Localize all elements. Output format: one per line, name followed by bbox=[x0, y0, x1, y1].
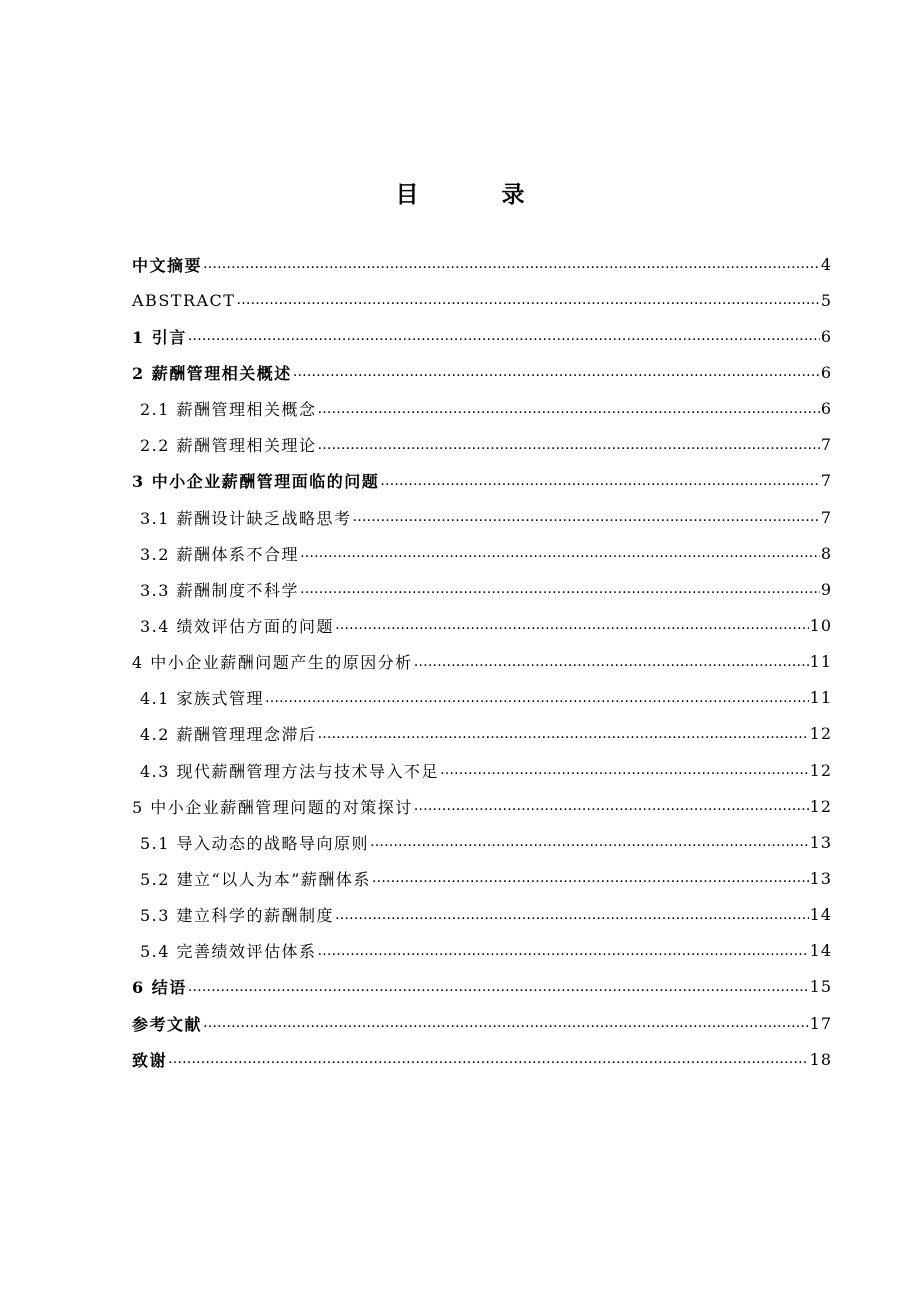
toc-entry[interactable] bbox=[132, 354, 832, 390]
toc-entry-label: 3.2 薪酬体系不合理 bbox=[140, 544, 300, 564]
dot-leader bbox=[353, 509, 820, 525]
toc-entry-label: 4 中小企业薪酬问题产生的原因分析 bbox=[132, 653, 413, 673]
dot-leader bbox=[188, 328, 820, 344]
toc-entry[interactable] bbox=[132, 318, 832, 354]
toc-entry-page-number: 11 bbox=[809, 652, 832, 672]
toc-entry-page-number: 13 bbox=[809, 832, 832, 852]
toc-entry[interactable] bbox=[132, 571, 832, 607]
toc-entry[interactable] bbox=[132, 1005, 832, 1041]
toc-entry-page-number: 11 bbox=[809, 688, 832, 708]
toc-entry-label: 5 中小企业薪酬管理问题的对策探讨 bbox=[132, 797, 413, 817]
toc-entry-page-number: 7 bbox=[820, 507, 832, 527]
dot-leader bbox=[203, 1015, 809, 1031]
toc-entry-label: 4.1 家族式管理 bbox=[140, 689, 265, 709]
toc-entry-page-number: 10 bbox=[809, 615, 832, 635]
dot-leader bbox=[414, 798, 809, 814]
toc-entry[interactable] bbox=[132, 282, 832, 318]
toc-entry[interactable] bbox=[132, 680, 832, 716]
toc-entry-label: 2.2 薪酬管理相关理论 bbox=[140, 436, 317, 456]
toc-entry-page-number: 5 bbox=[820, 290, 832, 310]
toc-entry[interactable] bbox=[132, 644, 832, 680]
toc-entry[interactable] bbox=[132, 752, 832, 788]
toc-entry[interactable] bbox=[132, 1041, 832, 1077]
toc-entry-label: 中文摘要 bbox=[132, 255, 203, 275]
toc-entry[interactable] bbox=[132, 897, 832, 933]
toc-entry-page-number: 6 bbox=[820, 399, 832, 419]
toc-entry-page-number: 14 bbox=[809, 905, 832, 925]
toc-entry-label: 4.3 现代薪酬管理方法与技术导入不足 bbox=[140, 761, 440, 781]
dot-leader bbox=[370, 834, 809, 850]
toc-entry-page-number: 14 bbox=[809, 941, 832, 961]
toc-entry[interactable] bbox=[132, 607, 832, 643]
toc-entry-label: 1 引言 bbox=[132, 327, 187, 347]
toc-entry-page-number: 6 bbox=[820, 326, 832, 346]
toc-entry-label: 致谢 bbox=[132, 1050, 168, 1070]
toc-entry-page-number: 12 bbox=[809, 760, 832, 780]
dot-leader bbox=[318, 437, 820, 453]
toc-entry-page-number: 8 bbox=[820, 543, 832, 563]
dot-leader bbox=[318, 943, 809, 959]
dot-leader bbox=[372, 870, 809, 886]
toc-entry-label: 2 薪酬管理相关概述 bbox=[132, 363, 292, 383]
toc-entry-label: ABSTRACT bbox=[132, 290, 236, 310]
toc-entry-page-number: 18 bbox=[809, 1049, 832, 1069]
toc-entry-label: 2.1 薪酬管理相关概念 bbox=[140, 400, 317, 420]
toc-entry[interactable] bbox=[132, 933, 832, 969]
toc-entry[interactable] bbox=[132, 788, 832, 824]
toc-entry-label: 5.2 建立“以人为本”薪酬体系 bbox=[140, 869, 371, 889]
toc-entry-page-number: 7 bbox=[820, 435, 832, 455]
toc-entry[interactable] bbox=[132, 246, 832, 282]
dot-leader bbox=[335, 617, 809, 633]
toc-entry-page-number: 15 bbox=[809, 977, 832, 997]
dot-leader bbox=[440, 762, 809, 778]
toc-entry[interactable] bbox=[132, 860, 832, 896]
toc-entry[interactable] bbox=[132, 499, 832, 535]
dot-leader bbox=[236, 292, 819, 308]
toc-entry-label: 6 结语 bbox=[132, 978, 187, 998]
dot-leader bbox=[414, 654, 809, 670]
dot-leader bbox=[293, 364, 820, 380]
toc-entry-label: 参考文献 bbox=[132, 1014, 203, 1034]
toc-entry[interactable] bbox=[132, 969, 832, 1005]
toc-title: 目 录 bbox=[395, 181, 555, 208]
toc-entry-label: 5.4 完善绩效评估体系 bbox=[140, 942, 317, 962]
toc-entry-page-number: 12 bbox=[809, 796, 832, 816]
dot-leader bbox=[318, 401, 820, 417]
dot-leader bbox=[188, 979, 809, 995]
toc-entry-label: 3.4 绩效评估方面的问题 bbox=[140, 616, 335, 636]
toc-entry-label: 4.2 薪酬管理理念滞后 bbox=[140, 725, 317, 745]
toc-entry[interactable] bbox=[132, 716, 832, 752]
toc-entry-label: 5.3 建立科学的薪酬制度 bbox=[140, 906, 335, 926]
toc-entry-label: 3 中小企业薪酬管理面临的问题 bbox=[132, 472, 380, 492]
dot-leader bbox=[335, 907, 809, 923]
toc-entry[interactable] bbox=[132, 535, 832, 571]
toc-entry-label: 3.1 薪酬设计缺乏战略思考 bbox=[140, 508, 352, 528]
toc-entry[interactable] bbox=[132, 824, 832, 860]
toc-entry-page-number: 4 bbox=[820, 254, 832, 274]
toc-entry-page-number: 12 bbox=[809, 724, 832, 744]
table-of-contents bbox=[132, 246, 832, 1077]
toc-entry-page-number: 7 bbox=[820, 471, 832, 491]
dot-leader bbox=[265, 690, 809, 706]
toc-entry-page-number: 9 bbox=[820, 579, 832, 599]
toc-entry-page-number: 6 bbox=[820, 362, 832, 382]
dot-leader bbox=[300, 581, 820, 597]
dot-leader bbox=[168, 1051, 809, 1067]
toc-entry[interactable] bbox=[132, 463, 832, 499]
toc-entry-label: 5.1 导入动态的战略导向原则 bbox=[140, 833, 370, 853]
toc-entry-page-number: 17 bbox=[809, 1013, 832, 1033]
toc-entry[interactable] bbox=[132, 427, 832, 463]
toc-entry-label: 3.3 薪酬制度不科学 bbox=[140, 580, 300, 600]
dot-leader bbox=[318, 726, 809, 742]
dot-leader bbox=[203, 256, 820, 272]
toc-entry[interactable] bbox=[132, 391, 832, 427]
toc-entry-page-number: 13 bbox=[809, 868, 832, 888]
dot-leader bbox=[380, 473, 820, 489]
dot-leader bbox=[300, 545, 820, 561]
